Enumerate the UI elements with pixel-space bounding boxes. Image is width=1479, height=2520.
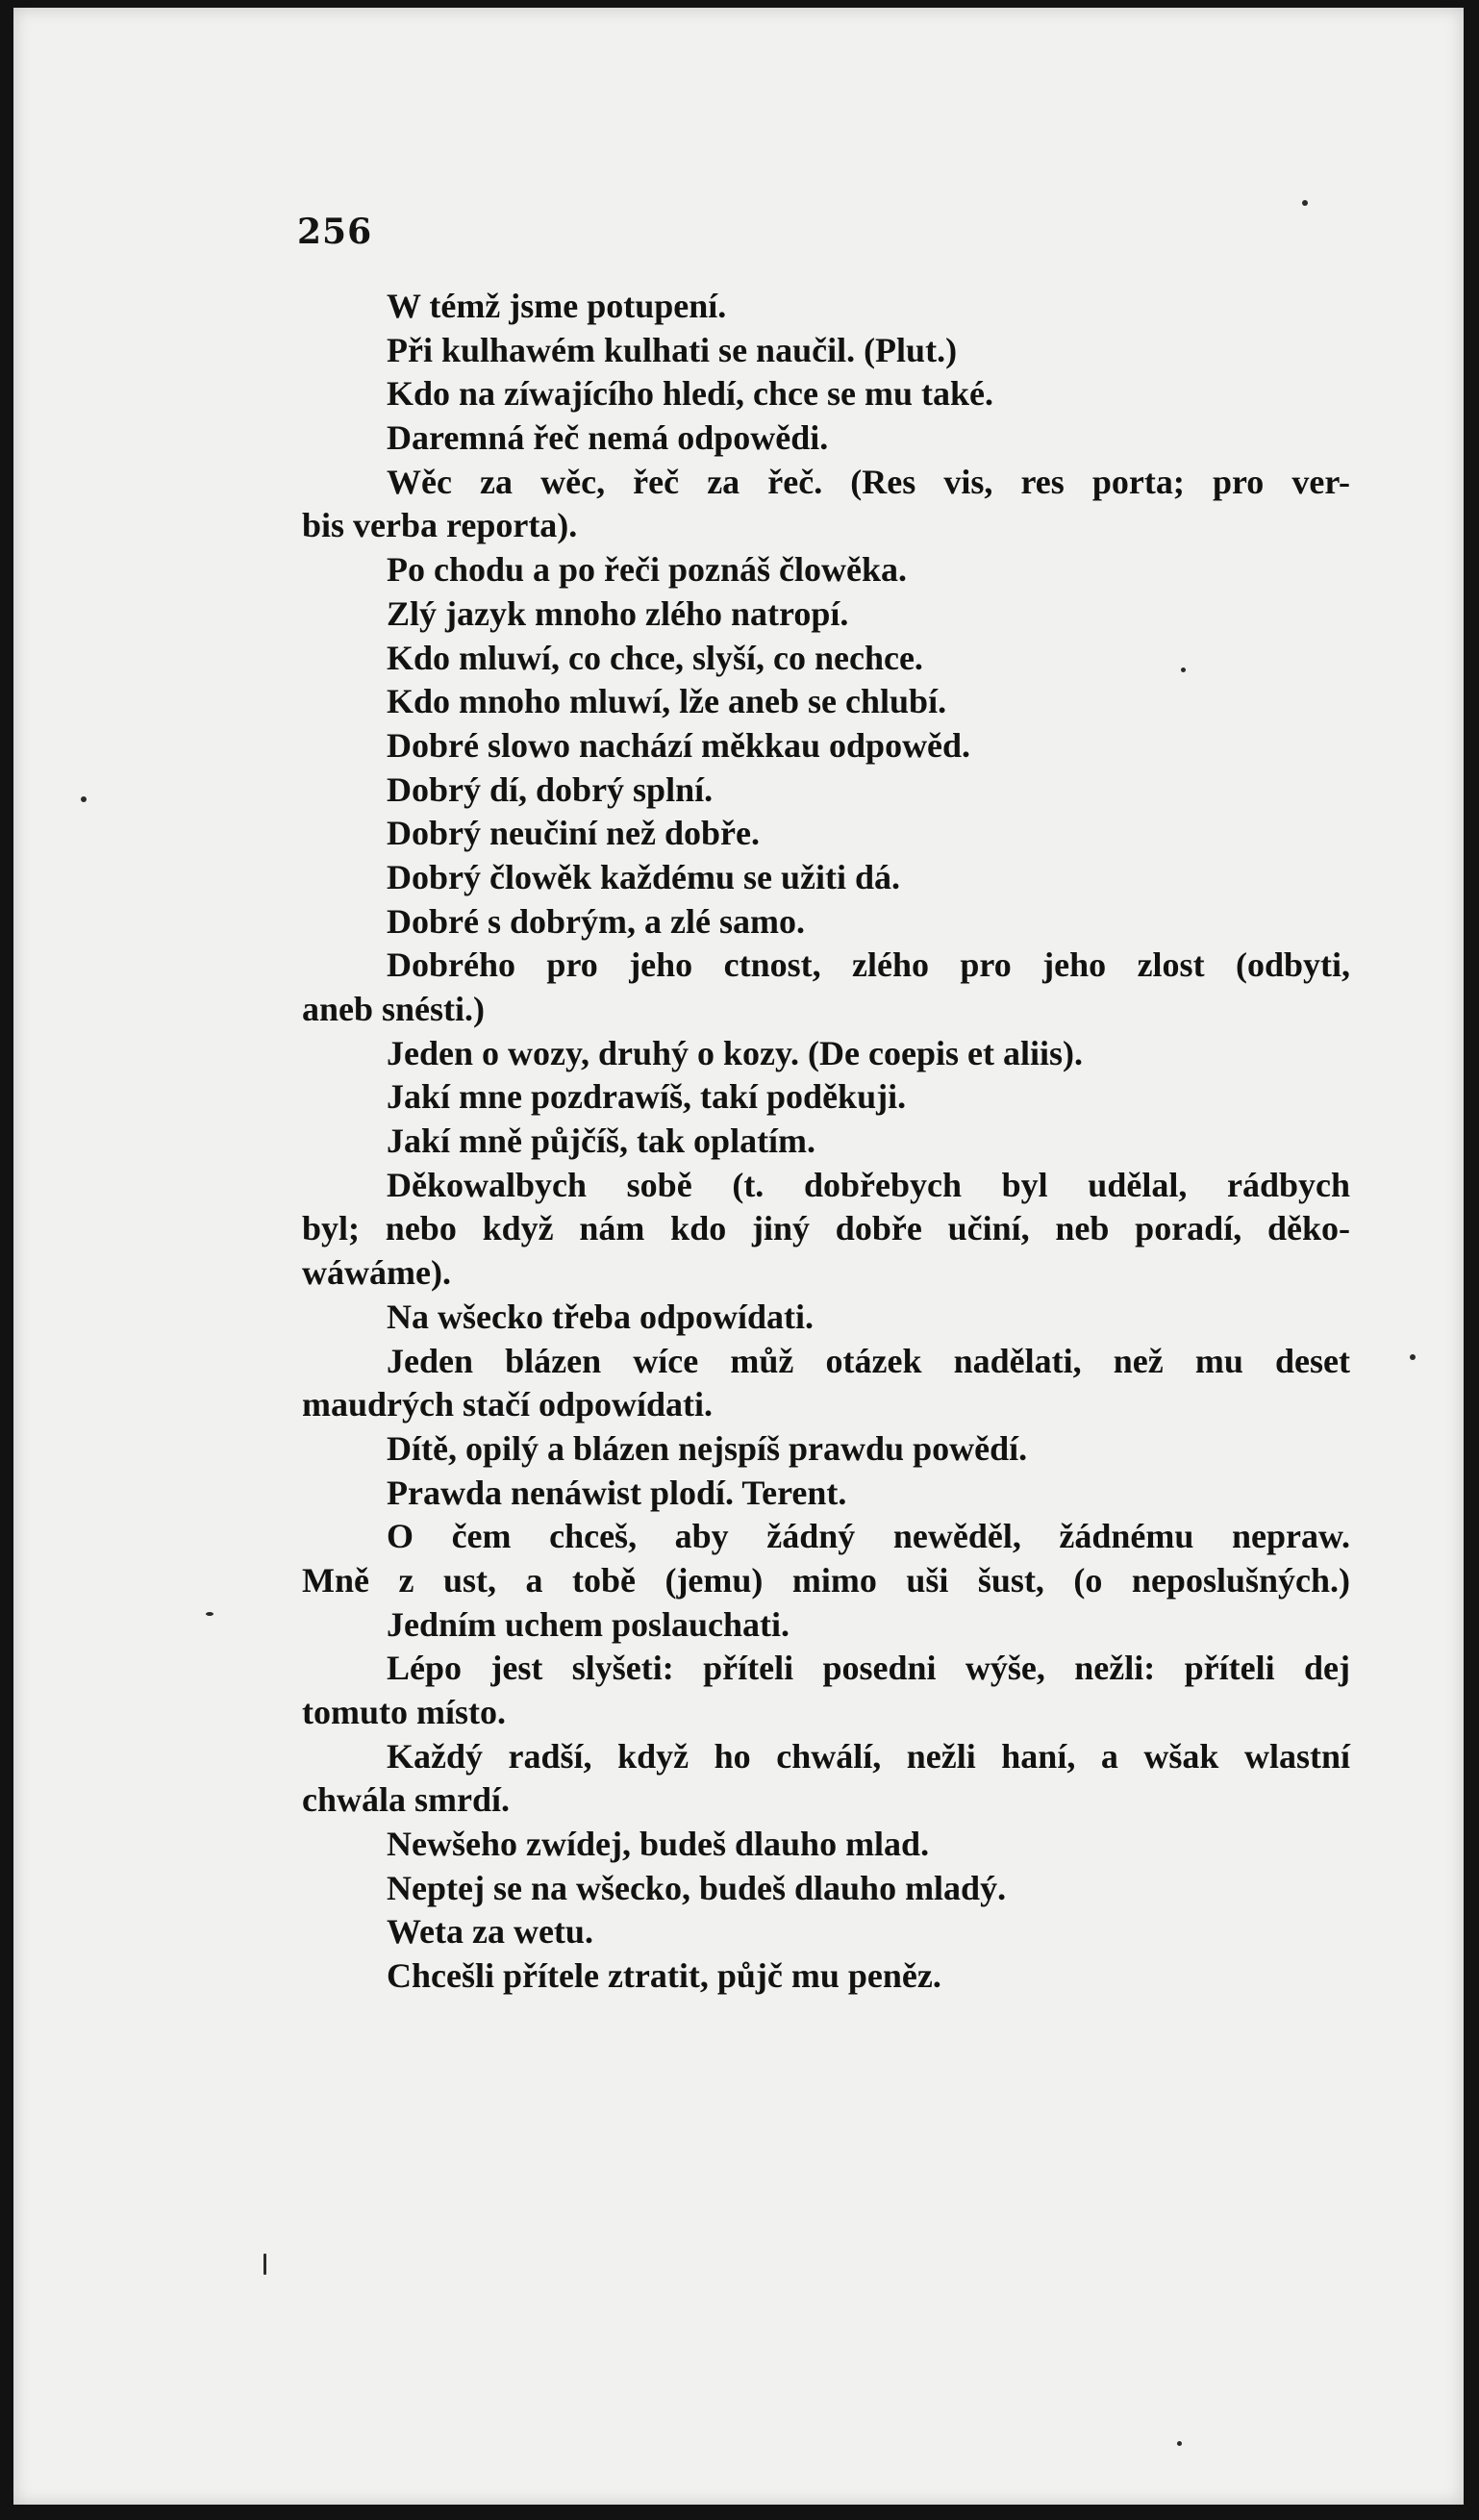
text-line: W témž jsme potupení. (387, 287, 727, 325)
text-line: Dobrý člowěk každému se užiti dá. (387, 857, 900, 896)
scan-speck (1177, 2441, 1182, 2446)
text-line: Dobrý neučiní než dobře. (387, 814, 761, 853)
text-line: Dobré s dobrým, a zlé samo. (387, 901, 805, 941)
text-line: aneb snésti.) (302, 990, 486, 1028)
text-line: Newšeho zwídej, budeš dlauho mlad. (387, 1825, 930, 1864)
text-line: Daremná řeč nemá odpowědi. (387, 418, 829, 458)
scan-speck (263, 2254, 266, 2275)
text-line: wáwáme). (302, 1253, 451, 1293)
text-line: Prawda nenáwist plodí. Terent. (387, 1473, 847, 1512)
scan-speck (1410, 1354, 1416, 1360)
scan-speck (206, 1612, 213, 1616)
text-line: Po chodu a po řeči poznáš člowěka. (387, 550, 908, 590)
text-line: Dítě, opilý a blázen nejspíš prawdu powědí. (387, 1428, 1028, 1468)
text-line: Mně z ust, a tobě (jemu) mimo uši šust, (o neposlušných.) (302, 1560, 1350, 1600)
text-line: Na wšecko třeba odpowídati. (387, 1297, 815, 1336)
text-line: Děkowalbych sobě (t. dobřebych byl udělal, rádbych (387, 1165, 1350, 1204)
text-line: byl; nebo když nám kdo jiný dobře učiní, neb poradí, děko- (302, 1209, 1350, 1248)
text-line: Dobrého pro jeho ctnost, zlého pro jeho zlost (odbyti, (387, 945, 1350, 985)
text-line: Dobré slowo nachází měkkau odpowěd. (387, 725, 971, 765)
text-line: Chcešli přítele ztratit, půjč mu peněz. (387, 1956, 941, 1996)
text-line: Kdo mnoho mluwí, lže aneb se chlubí. (387, 682, 947, 721)
text-line: Jakí mne pozdrawíš, takí poděkuji. (387, 1077, 907, 1117)
text-line: Dobrý dí, dobrý splní. (387, 769, 714, 809)
text-line: O čem chceš, aby žádný newěděl, žádnému nepraw. (387, 1517, 1350, 1556)
text-line: Kdo mluwí, co chce, slyší, co nechce. (387, 638, 923, 677)
scan-speck (81, 796, 87, 802)
text-line: Neptej se na wšecko, budeš dlauho mladý. (387, 1868, 1007, 1907)
text-line: Jeden o wozy, druhý o kozy. (De coepis et aliis). (387, 1033, 1083, 1072)
book-page (13, 8, 1464, 2505)
text-line: tomuto místo. (302, 1693, 506, 1731)
scan-speck (1302, 200, 1308, 206)
text-line: Zlý jazyk mnoho zlého natropí. (387, 593, 849, 633)
text-line: maudrých stačí odpowídati. (302, 1385, 714, 1424)
text-line: bis verba reporta). (302, 506, 578, 545)
text-line: Jeden blázen wíce můž otázek nadělati, než mu deset (387, 1341, 1350, 1380)
proverb-text-block (302, 285, 1350, 1999)
text-line: Každý radší, když ho chwálí, nežli haní, a wšak wlastní (387, 1736, 1350, 1776)
text-line: Lépo jest slyšeti: příteli posedni wýše, nežli: příteli dej (387, 1649, 1350, 1688)
text-line: Kdo na zíwajícího hledí, chce se mu také. (387, 374, 993, 414)
text-line: chwála smrdí. (302, 1780, 510, 1820)
text-line: Weta za wetu. (387, 1912, 593, 1952)
page-number: 256 (297, 212, 373, 252)
text-line: Při kulhawém kulhati se naučil. (Plut.) (387, 330, 958, 369)
text-line: Jakí mně půjčíš, tak oplatím. (387, 1121, 816, 1161)
text-line: Wěc za wěc, řeč za řeč. (Res vis, res porta; pro ver- (387, 462, 1350, 501)
scan-speck (1181, 668, 1186, 672)
text-line: Jedním uchem poslauchati. (387, 1604, 790, 1644)
